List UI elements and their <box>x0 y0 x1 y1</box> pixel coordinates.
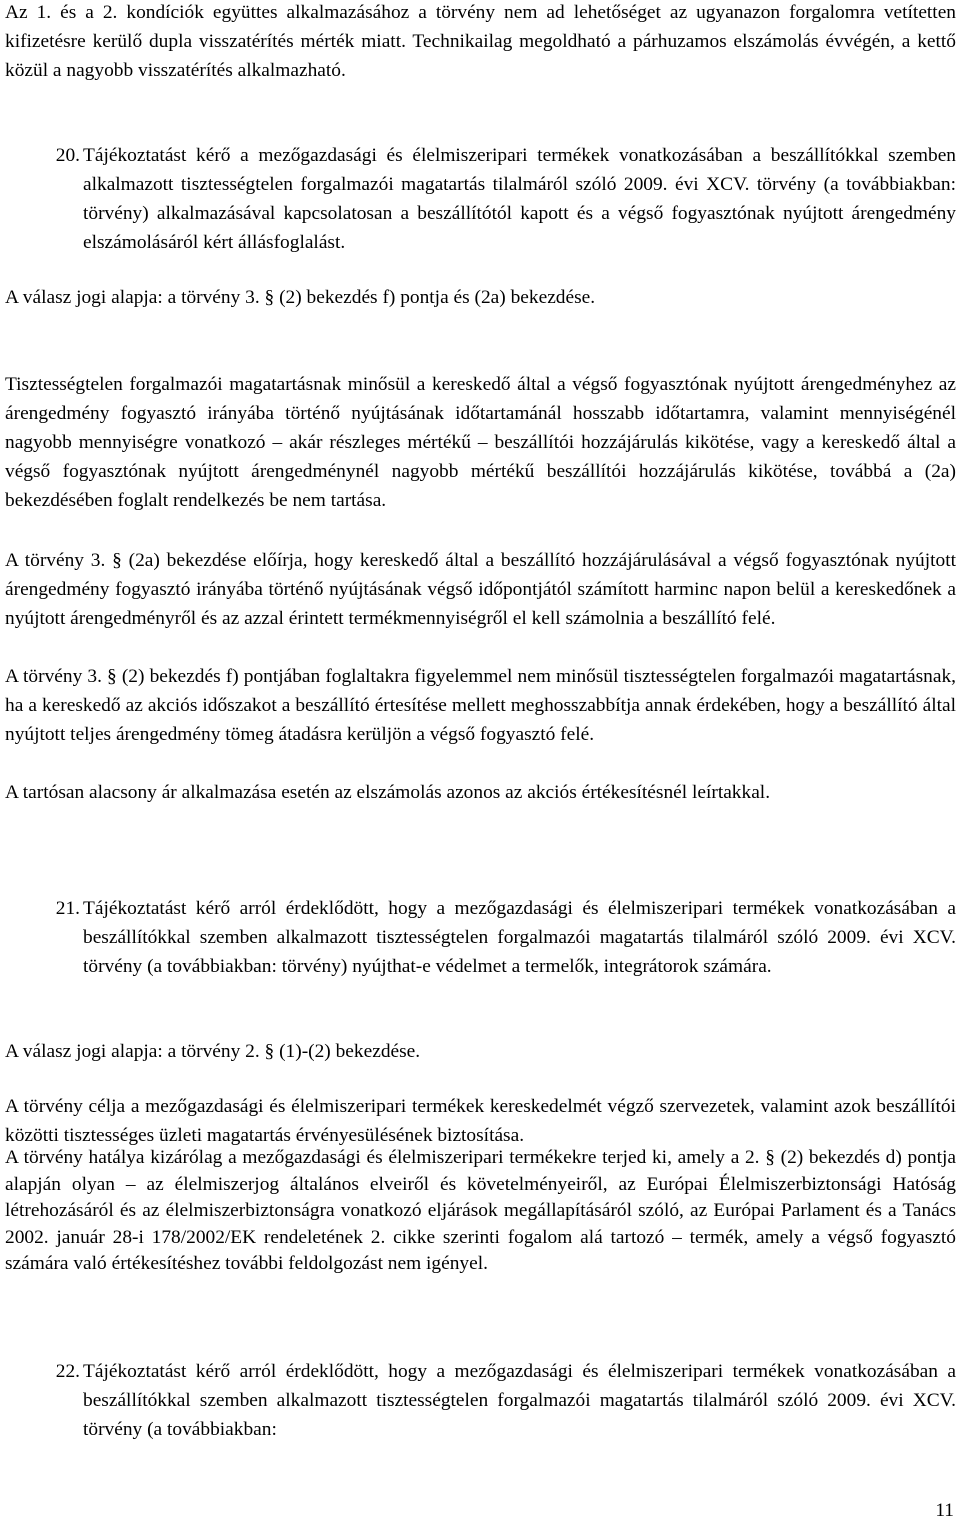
item-20 <box>5 141 956 257</box>
intro-paragraph: Az 1. és a 2. kondíciók együttes alkalmazásához a törvény nem ad lehetőséget az ugyanazon forgalomra vetítetten kifizetésre kerülő dupla visszatérítés mérték miatt. Technikailag megoldható a párhuzamos elszámolás évvégén, a kettő közül a nagyobb visszatérítés alkalmazható. <box>5 2 956 81</box>
item-22 <box>5 1357 956 1444</box>
item-22-number: 22. <box>55 1361 80 1382</box>
page-number: 11 <box>935 1500 954 1521</box>
item-21-paragraph-1: A törvény célja a mezőgazdasági és élelmiszeripari termékek kereskedelmét végző szervezetek, valamint azok beszállítói közötti tisztességes üzleti magatartás érvényesülésének biztosítása. <box>5 1096 956 1146</box>
item-21-paragraph-2: A törvény hatálya kizárólag a mezőgazdasági és élelmiszeripari termékekre terjed ki, amely a 2. § (2) bekezdés d) pontja alapján olyan – az élelmiszerjog általános elveiről és követelményeiről, az Európai Élelmiszerbiztonsági Hatóság létrehozásáról és az élelmiszerbiztonságra vonatkozó eljárások megállapításáról szóló, az Európai Parlament és a Tanács 2002. január 28-i 178/2002/EK rendeletének 2. cikke szerinti fogalom alá tartozó – termék, amely a végső fogyasztó számára való értékesítéshez további feldolgozást nem igényel. <box>5 1147 956 1274</box>
item-20-paragraph-3: A törvény 3. § (2) bekezdés f) pontjában foglaltakra figyelemmel nem minősül tisztességtelen forgalmazói magatartásnak, ha a kereskedő az akciós időszakot a beszállító értesítése mellett meghosszabbítja annak érdekében, hogy a beszállító által nyújtott teljes árengedmény tömeg átadásra kerüljön a végső fogyasztó felé. <box>5 666 956 745</box>
item-20-question: Tájékoztatást kérő a mezőgazdasági és élelmiszeripari termékek vonatkozásában a beszállítókkal szemben alkalmazott tisztességtelen forgalmazói magatartás tilalmáról szóló 2009. évi XCV. törvény (a továbbiakban: törvény) alkalmazásával kapcsolatosan a beszállítótól kapott és a végső fogyasztónak nyújtott árengedmény elszámolásáról kért állásfoglalást. <box>83 145 956 253</box>
item-20-legal-basis: A válasz jogi alapja: a törvény 3. § (2) bekezdés f) pontja és (2a) bekezdése. <box>5 287 596 308</box>
item-21-question: Tájékoztatást kérő arról érdeklődött, hogy a mezőgazdasági és élelmiszeripari termékek vonatkozásában a beszállítókkal szemben alkalmazott tisztességtelen forgalmazói magatartás tilalmáról szóló 2009. évi XCV. törvény (a továbbiakban: törvény) nyújthat-e védelmet a termelők, integrátorok számára. <box>83 898 956 977</box>
item-21 <box>5 894 956 981</box>
item-20-paragraph-4: A tartósan alacsony ár alkalmazása esetén az elszámolás azonos az akciós értékesítésnél leírtakkal. <box>5 782 771 803</box>
item-22-question: Tájékoztatást kérő arról érdeklődött, hogy a mezőgazdasági és élelmiszeripari termékek vonatkozásában a beszállítókkal szemben alkalmazott tisztességtelen forgalmazói magatartás tilalmáról szóló 2009. évi XCV. törvény (a továbbiakban: <box>83 1361 956 1440</box>
item-21-legal-basis: A válasz jogi alapja: a törvény 2. § (1)-(2) bekezdése. <box>5 1041 421 1062</box>
item-20-paragraph-1: Tisztességtelen forgalmazói magatartásnak minősül a kereskedő által a végső fogyasztónak nyújtott árengedményhez az árengedmény fogyasztó irányába történő nyújtásának időtartamánál hosszabb időtartamra, valamint mennyiségénél nagyobb mennyiségre vonatkozó – akár részleges mértékű – beszállítói hozzájárulás kikötése, vagy a kereskedő által a végső fogyasztónak nyújtott árengedménynél nagyobb mértékű beszállítói hozzájárulás kikötése, továbbá a (2a) bekezdésében foglalt rendelkezés be nem tartása. <box>5 374 956 511</box>
item-20-paragraph-2: A törvény 3. § (2a) bekezdése előírja, hogy kereskedő által a beszállító hozzájárulásával a végső fogyasztónak nyújtott árengedmény fogyasztó irányába történő nyújtásának végső időpontjától számított harminc napon belül a kereskedőnek a nyújtott árengedményről és az azzal érintett termékmennyiségről el kell számolnia a beszállító felé. <box>5 550 956 629</box>
item-21-number: 21. <box>55 898 80 919</box>
item-20-number: 20. <box>55 145 80 166</box>
